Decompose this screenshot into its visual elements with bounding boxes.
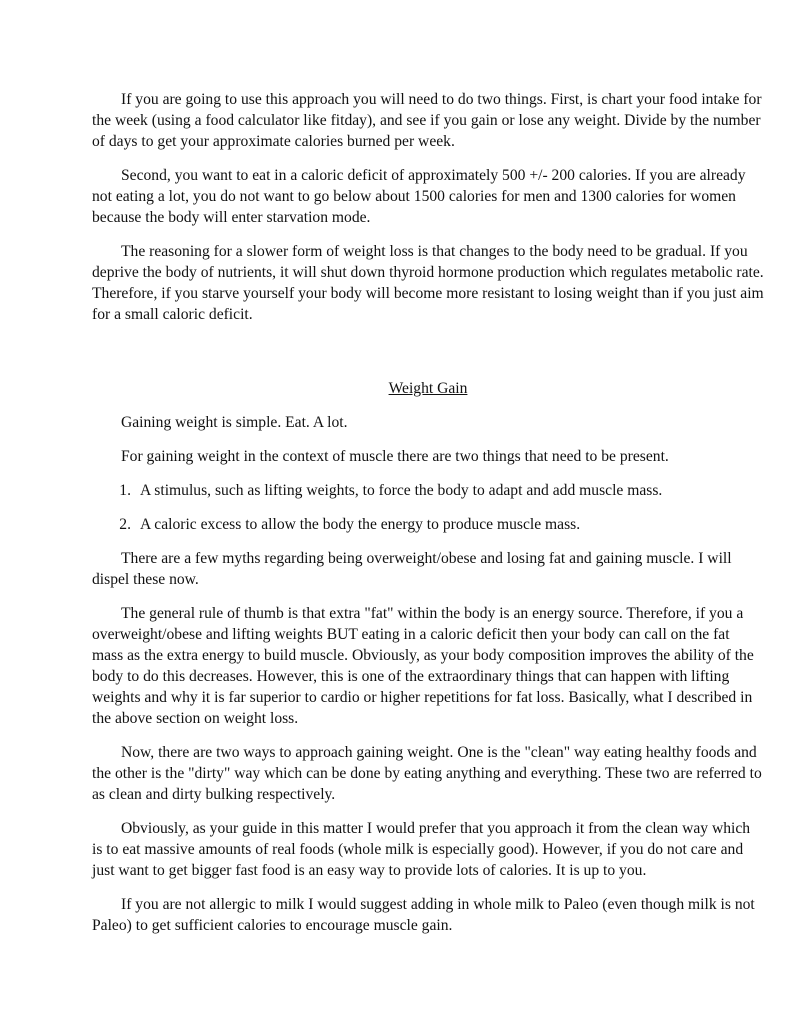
paragraph: If you are going to use this approach you will need to do two things. First, is chart your food intake for the week (using a food calculator like fitday), and see if you gain or lose any weight. Divide by the number of days to get your approximate calories burned per week.	[92, 91, 762, 150]
paragraph: If you are not allergic to milk I would suggest adding in whole milk to Paleo (even though milk is not Paleo) to get sufficient calories to encourage muscle gain.	[92, 896, 755, 934]
paragraph: Gaining weight is simple. Eat. A lot.	[121, 414, 348, 431]
paragraph: Second, you want to eat in a caloric deficit of approximately 500 +/- 200 calories. If you are already not eating a lot, you do not want to go below about 1500 calories for men and 1300 calories for women because the body will enter starvation mode.	[92, 167, 746, 226]
section-heading: Weight Gain	[388, 380, 468, 397]
paragraph: For gaining weight in the context of muscle there are two things that need to be present.	[121, 448, 669, 465]
list-number: 1.	[119, 482, 131, 499]
list-number: 2.	[119, 516, 131, 533]
paragraph: Obviously, as your guide in this matter I would prefer that you approach it from the clean way which is to eat massive amounts of real foods (whole milk is especially good). However, if you do not care and just want to get bigger fast food is an easy way to provide lots of calories. It is up to you.	[92, 820, 751, 879]
section-spacer	[92, 338, 764, 378]
list-item	[92, 514, 764, 535]
paragraph: Now, there are two ways to approach gaining weight. One is the "clean" way eating healthy foods and the other is the "dirty" way which can be done by eating anything and everything. These two are referred to as clean and dirty bulking respectively.	[92, 744, 762, 803]
list-item	[92, 480, 764, 501]
paragraph: The reasoning for a slower form of weight loss is that changes to the body need to be gradual. If you deprive the body of nutrients, it will shut down thyroid hormone production which regulates metabolic rate. Therefore, if you starve yourself your body will become more resistant to losing weight than if you just aim for a small caloric deficit.	[92, 243, 764, 323]
numbered-list	[92, 480, 764, 535]
paragraph: There are a few myths regarding being overweight/obese and losing fat and gaining muscle. I will dispel these now.	[92, 550, 732, 588]
list-item-text: A stimulus, such as lifting weights, to force the body to adapt and add muscle mass.	[140, 482, 663, 499]
list-item-text: A caloric excess to allow the body the energy to produce muscle mass.	[140, 516, 581, 533]
paragraph: The general rule of thumb is that extra "fat" within the body is an energy source. Therefore, if you a overweight/obese and lifting weights BUT eating in a caloric deficit then your body can call on the fat mass as the extra energy to build muscle. Obviously, as your body composition improves the ability of the body to do this decreases. However, this is one of the extraordinary things that can happen with lifting weights and why it is far superior to cardio or higher repetitions for fat loss. Basically, what I described in the above section on weight loss.	[92, 605, 754, 727]
document-page	[92, 89, 764, 949]
